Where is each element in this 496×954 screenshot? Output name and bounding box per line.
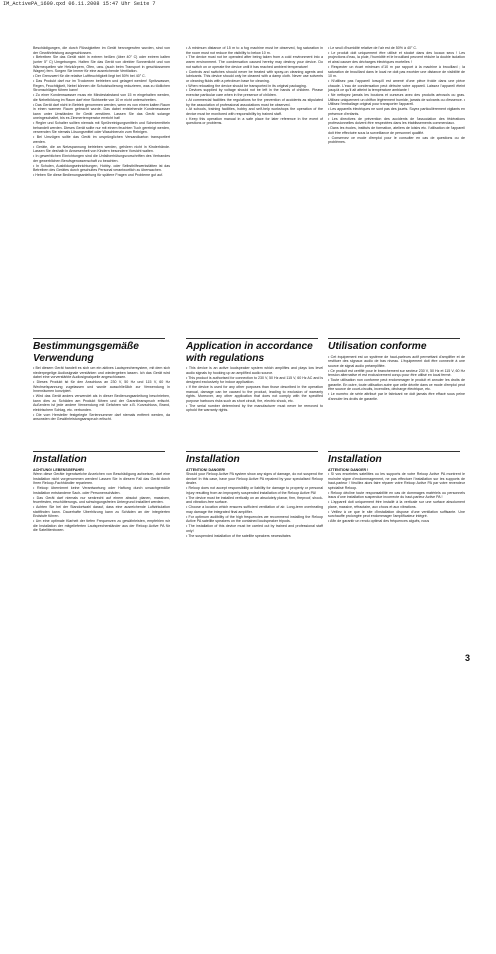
paragraph: • N'utilisez pas l'appareil lorsqu'il est amené d'une pièce froide dans une pièce chaude. L'eau de condensation peut détruire votre appareil. Laissez l'appareil éteint jusqu'à ce qu'il ait atteint la température ambiante ! (328, 79, 465, 93)
paragraph: • Heben Sie diese Bedienungsanleitung für spätere Fragen und Probleme gut auf. (33, 173, 164, 178)
paragraph: • Respecter un écart minimum d'10 m par rapport à la machine à brouillard ; la saturation de brouillard dans le local ne doit pas excéder une distance de visibilité de 10 m. (328, 64, 465, 79)
paragraph: • Le seuil d'humidité relative de l'air est de 50% à 40° C. (328, 46, 417, 50)
paragraph: • The serial number determined by the manufacturer must never be removed to uphold the warranty rights. (186, 403, 323, 413)
paragraph: • Die vom Hersteller festgelegte Seriennummer darf niemals entfernt werden, da ansonsten der Gewährleistungsanspruch erlischt. (33, 412, 170, 422)
de-usage-section (33, 341, 170, 422)
de-install-heading: Installation (33, 454, 87, 465)
fr-usage-text (328, 355, 465, 402)
paragraph: • Reloop does not accept responsibility or liability for damage to property or personal injury resulting from an improperly suspended installation of the Reloop Active PA! (186, 486, 323, 495)
de-usage-heading: Bestimmungsgemäße Verwendung (33, 341, 139, 364)
paragraph: • Reloop übernimmt keine Verantwortung oder Haftung durch unsachgemäße Installation entstandene Sach- oder Personenschäden. (33, 486, 170, 495)
paragraph: • Keep this operation manual in a safe place for later reference in the event of questions or problems. (186, 116, 323, 126)
de-install-text (33, 472, 170, 533)
paragraph: • Conservez ce mode d'emploi pour le consulter en cas de questions ou de problèmes. (328, 135, 465, 145)
paragraph: • Regler und Schalter sollten niemals mit Sprühreinigungsmitteln und Schmiermitteln behandelt werden. Dieses Gerät sollte nur mit einem feuchten Tuch gereinigt werden, verwenden Sie niemals Lösungsmittel oder Waschbenzin zum Reinigen. (33, 121, 170, 135)
fr-install-heading: Installation (328, 454, 382, 465)
paragraph: • In Schulen, Ausbildungseinrichtungen, Hobby- oder Selbsthilfewerkstätten ist das Betreiben des Gerätes durch geschultes Personal verantwortlich zu überwachen. (33, 163, 170, 173)
paragraph: • Cet équipement est un système de haut-parleurs actif permettant d'amplifier et de restituer des signaux audio de bas niveau. L'équipement doit être connecté à une source de signal audio préamplifiée. (328, 354, 465, 368)
paragraph: • Um eine optimale Klarheit der tiefen Frequenzen zu gewährleisten, empfehlen wir die Installation der mitgelieferten Lautsprecherständer aus der Reloop Active PA für die Satellitenboxen. (33, 519, 170, 533)
paragraph: • If the device is used for any other purposes than those described in the operation manual, damage can be caused to the product, leading to exclusion of warranty rights. Moreover, any other application that does not comply with the specified purpose harbours risks such as short circuit, fire, electric shock, etc. (186, 385, 323, 403)
paragraph: • Veillez à ce que le site d'installation dispose d'une ventilation suffisante. Une surchauffe prolongée peut endommager l'amplificateur intégré. (328, 509, 465, 519)
paragraph: • Toute utilisation non conforme peut endommager le produit et annuler les droits de garantie. En outre, toute utilisation autre que celle décrite dans ce mode d'emploi peut être source de court-circuits, incendies, décharge électrique, etc. (328, 378, 465, 392)
de-usage-text (33, 366, 170, 422)
fr-usage-rule (328, 338, 460, 339)
fr-usage-heading: Utilisation conforme (328, 341, 427, 352)
paragraph: • A minimum distance of 15 m to a fog machine must be observed, fog saturation in the room must not reduce the visibility to below 10 m. (186, 46, 323, 55)
paragraph: • Bei Umzügen sollte das Gerät im ursprünglichen Versandkarton transportiert werden. (33, 135, 170, 144)
paragraph: • This device is an active loudspeaker system which amplifies and plays low level audio signals by hooking up an amplified audio source. (186, 366, 323, 375)
paragraph: • Si vos enceintes satellites ou les supports de votre Reloop Active PA montrent le moindre signe d'endommagement, ne pas effectuer l'installation sur les supports de haut-parleur ! Veuillez alors faire réparer votre Reloop Active PA par votre revendeur spécialisé Reloop. (328, 472, 465, 490)
file-header: IM_ActivePA_1600.qxd 06.11.2008 15:47 Uhr Seite 7 (3, 1, 156, 7)
fr-install-rule (328, 451, 460, 452)
paragraph: • This product is authorised for connection to 230 V, 50 Hz and 115 V, 60 Hz AC and is designed exclusively for indoor application. (186, 375, 323, 385)
fr-install-section (328, 454, 465, 524)
paragraph: Beschädigungen, die durch Flüssigkeiten im Gerät hervorgerufen wurden, sind von der Gewährleistung ausgeschlossen. (33, 46, 170, 55)
en-intro (186, 46, 323, 126)
de-install-warning: ACHTUNG! LEBENSGEFAHR! (33, 467, 84, 472)
en-install-warning: ATTENTION! DANGER! (186, 467, 226, 472)
paragraph: • Bei diesem Gerät handelt es sich um ein aktives Lautsprechersystem, mit dem sich niederpegelige Audiosignale verstärken und wiedergeben lassen. Ich das Gerät wird dabei eine vorverstärkte Audiosignalquelle angeschlossen. (33, 366, 170, 380)
de-install-section (33, 454, 170, 533)
paragraph: • Les appareils électriques ne sont pas des jouets. Soyez particulièrement vigilants en présence d'enfants. (328, 107, 465, 116)
paragraph: • Wird das Gerät anders verwendet als in dieser Bedienungsanleitung beschrieben, kann dies zu Schäden am Produkt führen und der Garantieanspruch erlischt. Außerdem ist jede andere Verwendung mit Gefahren wie z.B. Kurzschluss, Brand, elektrischem Schlag, etc. verbunden. (33, 394, 170, 412)
paragraph: • For optimum audibility of the high frequencies we recommend installing the Reloop Active PA satellite speakers on the contained loudspeaker tripods. (186, 514, 323, 524)
paragraph: • Controls and switches should never be treated with spray-on cleaning agents and lubricants. This device should only be cleaned with a damp cloth. Never use solvents or cleaning fluids with a petroleum base for cleaning. (186, 69, 323, 83)
paragraph: • Ce produit est certifié pour le branchement sur secteur 230 V, 50 Hz et 115 V, 60 Hz tension alternative et est exclusivement conçu pour être utilisé en local fermé. (328, 368, 465, 378)
paragraph: • Le produit doit uniquement être utilisé et stocké dans des locaux secs ! Les projections d'eau, la pluie, l'humidité et le brouillard peuvent réduire la double isolation et ainsi causer des décharges électriques mortelles ! (328, 50, 465, 65)
en-install-section (186, 454, 323, 539)
en-intro-text (186, 46, 323, 126)
paragraph: • The suspended installation of the satellite speakers necessitates (186, 533, 291, 538)
fr-install-warning: ATTENTION! DANGER ! (328, 467, 369, 472)
paragraph: • L'appareil doit uniquement être installé à la verticale sur une surface absolument plane, massive, réfractaire, aux chocs et aux vibrations. (328, 500, 465, 509)
paragraph: • Betreiben Sie das Gerät nicht in extrem heißen (über 40° C) oder extrem kalten (unter 5° C) Umgebungen. Halten Sie das Gerät von direkter Sonnenlicht und von Wärmequellen wie Heizkörpern, Öfen, usw. (auch beim Transport in geschlossenen Wagen) fern. Sorgen Sie immer für eine ausreichende Ventilation. (33, 55, 170, 74)
paragraph: • Achten Sie bei der Standortwahl darauf, dass eine ausreichende Luftzirkulation stattfinden kann. Dauerhafte Überhitzung kann zu Schäden an der integrierten Endstufe führen. (33, 505, 170, 519)
paragraph: • Das Produkt darf nur im Trockenen betrieben und gelagert werden! Spritzwasser, Regen, Feuchtigkeit, Nebel können die Schutzisolierung reduzieren, was zu tödlichen Stromschlägen führen kann! (33, 79, 170, 93)
en-usage-text (186, 366, 323, 413)
en-install-heading: Installation (186, 454, 240, 465)
en-install-text (186, 472, 323, 538)
en-usage-section (186, 341, 323, 413)
en-install-rule (186, 451, 318, 452)
de-intro (33, 46, 170, 178)
paragraph: • At schools, training facilities, hobby and self-help workshops the operation of the device must be monitored with responsibility by trained staff. (186, 107, 323, 116)
paragraph: • Afin de garantir un rendu optimal des fréquences aiguës, nous (328, 519, 430, 524)
paragraph: Wenn diese Geräte irgendwelche Anzeichen von Beschädigung aufweisen, darf eine Installation nicht vorgenommen werden! Lassen Sie in diesem Fall das Gerät durch Ihren Reloop-Fachhändler reparieren. (33, 472, 170, 486)
paragraph: • Devices supplied by voltage should not be left in the hands of children. Please exercise particular care when in the presence of children. (186, 88, 323, 98)
paragraph: • The installation of this device must be carried out by trained and professional staff only! (186, 524, 323, 533)
paragraph: Should your Reloop Active PA system show any signs of damage, do not suspend the device! In this case, have your Reloop Active PA repaired by your specialised Reloop dealer. (186, 472, 323, 486)
paragraph: • Das Gerät darf nicht in Betrieb genommen werden, wenn es von einem kalten Raum in einen warmen Raum gebracht wurde. Das dabei entstehende Kondenswasser kann unter Umständen Ihr Gerät zerstören. Lassen Sie das Gerät solange uneingeschaltet, bis es Zimmertemperatur erreicht hat! (33, 102, 170, 121)
en-usage-rule (186, 338, 318, 339)
paragraph: • Choose a location which ensures sufficient ventilation of air. Long-term overheating may damage the integrated final amplifier. (186, 505, 323, 514)
fr-intro-text (328, 46, 465, 145)
paragraph: • The device must not be operated after being taken from a cold environment into a warm environment. The condensation caused hereby may destroy your device. Do not switch on or operate the device until it has reached ambient temperature! (186, 55, 323, 69)
paragraph: • Der Grenzwert für die relative Luftfeuchtigkeit liegt bei 50% bei 40° C. (33, 74, 146, 79)
paragraph: • Reloop décline toute responsabilité en cas de dommages matériels ou personnels issus d'une installation suspendue incorrecte du haut-parleur Active PA ! (328, 490, 465, 500)
paragraph: • Ne nettoyez jamais les boutons et curseurs avec des produits aérosols ou gras. Utilisez uniquement un chiffon légèrement humide, jamais de solvants ou d'essence. • Utilisez l'emballage original pour transporter l'appareil. (328, 93, 465, 107)
paragraph: • Geräte, die an Netzspannung betrieben werden, gehören nicht in Kinderhände. Lassen Sie deshalb in Anwesenheit von Kindern besondere Vorsicht walten. (33, 144, 170, 154)
paragraph: • The device must be installed vertically on an absolutely planar, firm, fireproof, shock- and vibration-free surface. (186, 495, 323, 505)
de-install-rule (33, 451, 165, 452)
paragraph: • Zu einer Kondenswasser muss ein Mindestabstand von 15 m eingehalten werden, die Nebelbildung im Raum darf eine Sichtweite von 10 m nicht unterschreiten. (33, 93, 170, 102)
fr-install-text (328, 472, 465, 524)
fr-intro (328, 46, 465, 145)
paragraph: • Das Gerät darf niemals nur senkrecht auf einem absolut planen, massiven, feuerfesten, erschütterungs- und schwingungsfreien Untergrund installiert werden. (33, 495, 170, 505)
paragraph: • In gewerblichen Einrichtungen sind die Unfallverhütungsvorschriften des Verbandes der gewerblichen Berufsgenossenschaft zu beachten. (33, 154, 170, 163)
paragraph: • Le numéro de série attribué par le fabricant ne doit jamais être effacé sous peine d'annuler les droits de garantie. (328, 392, 465, 401)
paragraph: • When relocating the device should be transported in its original packaging. (186, 83, 307, 88)
paragraph: • Dans les écoles, instituts de formation, ateliers de loisirs etc. l'utilisation de l'appareil doit être effectuée sous la surveillance de personnel qualifié. (328, 126, 465, 135)
de-intro-text (33, 46, 170, 178)
paragraph: • At commercial facilities the regulations for the prevention of accidents as stipulated by the association of professional associations must be observed. (186, 97, 323, 107)
de-usage-rule (33, 338, 165, 339)
fr-usage-section (328, 341, 465, 402)
page-number: 3 (465, 653, 471, 663)
paragraph: • Les directives de prévention des accidents de l'association des fédérations professionnelles doivent être respectées dans les établissements commerciaux. (328, 116, 465, 126)
en-usage-heading: Application in accordance with regulations (186, 341, 313, 364)
paragraph: • Dieses Produkt ist für den Anschluss an 230 V, 50 Hz und 115 V, 60 Hz Wechselspannung zugelassen und wurde ausschließlich zur Verwendung in Innenräumen konzipiert. (33, 380, 170, 394)
